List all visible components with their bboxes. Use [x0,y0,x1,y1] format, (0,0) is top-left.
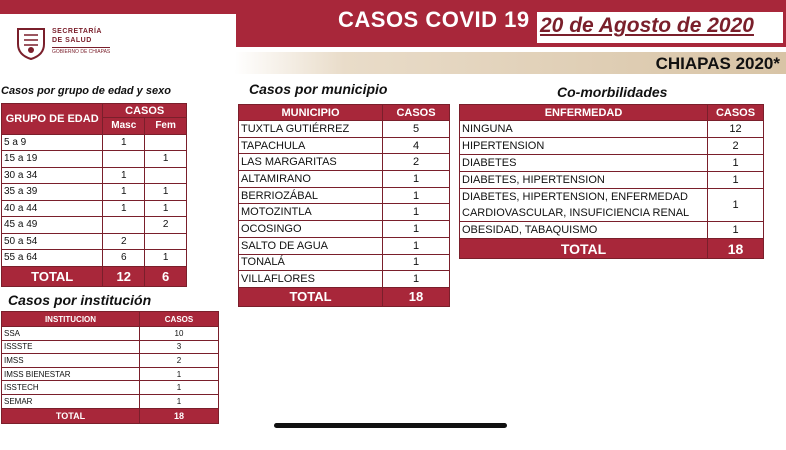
secretaria-logo [0,14,236,70]
row-value-male [103,217,145,234]
row-value-cases: 1 [140,394,219,408]
municipio-table-body [239,121,450,288]
muni-total-value: 18 [383,287,450,306]
row-value-cases: 5 [383,121,450,138]
row-value-cases: 10 [140,327,219,341]
page-title: CASOS COVID 19 [338,7,530,32]
row-label: 40 a 44 [2,200,103,217]
col-header-municipio: MUNICIPIO [239,105,383,121]
logo-text-line2: DE SALUD [52,37,92,44]
row-label: OCOSINGO [239,221,383,238]
row-label: SALTO DE AGUA [239,237,383,254]
row-label: SEMAR [2,394,140,408]
table-row [239,221,450,238]
table-row [239,171,450,188]
report-date: 20 de Agosto de 2020 [540,14,754,37]
row-value-female: 1 [145,200,187,217]
row-label: 45 a 49 [2,217,103,234]
row-value-cases: 1 [708,172,764,189]
col-header-muni-cases: CASOS [383,105,450,121]
row-value-cases: 1 [140,381,219,395]
institution-table [1,311,219,424]
row-label: 50 a 54 [2,233,103,250]
row-value-male [103,151,145,168]
row-label: TONALÁ [239,254,383,271]
row-value-cases: 2 [708,138,764,155]
muni-section-title: Casos por municipio [249,81,388,97]
row-value-male: 1 [103,134,145,151]
age-sex-table [1,103,187,287]
comor-total-row [460,239,764,259]
table-row [2,354,219,368]
row-value-female [145,134,187,151]
row-value-cases: 1 [708,155,764,172]
row-label: 35 a 39 [2,184,103,201]
row-label: ISSTECH [2,381,140,395]
age-total-male: 12 [103,266,145,286]
row-value-female: 2 [145,217,187,234]
comor-total-label: TOTAL [460,239,708,259]
age-total-label: TOTAL [2,266,103,286]
table-row [2,151,187,168]
col-header-comor-cases: CASOS [708,105,764,121]
row-value-female [145,233,187,250]
row-label: TAPACHULA [239,137,383,154]
row-value-female: 1 [145,184,187,201]
row-value-cases: 4 [383,137,450,154]
row-value-cases: 2 [383,154,450,171]
age-table-body [2,134,187,266]
table-row [2,134,187,151]
table-row [2,394,219,408]
row-value-male: 6 [103,250,145,267]
table-row [239,237,450,254]
logo-text-line3: GOBIERNO DE CHIAPAS [52,49,111,55]
muni-total-label: TOTAL [239,287,383,306]
inst-total-label: TOTAL [2,408,140,423]
row-value-cases: 1 [140,367,219,381]
row-label: 55 a 64 [2,250,103,267]
comorbidity-table-body [460,121,764,239]
inst-total-value: 18 [140,408,219,423]
state-label: CHIAPAS 2020* [655,54,780,73]
row-value-female [145,167,187,184]
row-value-cases: 1 [383,171,450,188]
table-row [460,222,764,239]
coat-of-arms-icon [16,26,46,60]
row-label: LAS MARGARITAS [239,154,383,171]
table-row [2,200,187,217]
row-value-cases: 1 [383,237,450,254]
row-label: NINGUNA [460,121,708,138]
table-row [2,367,219,381]
table-row [2,250,187,267]
col-header-institucion: INSTITUCION [2,312,140,327]
table-row [239,154,450,171]
row-value-cases: 1 [383,271,450,288]
table-row [2,327,219,341]
municipio-table [238,104,450,307]
row-value-cases: 1 [708,222,764,239]
row-value-male: 1 [103,200,145,217]
table-row [239,137,450,154]
table-row [2,340,219,354]
table-row [239,204,450,221]
row-label: 15 a 19 [2,151,103,168]
row-label: IMSS [2,354,140,368]
table-row [460,172,764,189]
row-label: HIPERTENSION [460,138,708,155]
row-label: VILLAFLORES [239,271,383,288]
table-row [2,167,187,184]
row-label: OBESIDAD, TABAQUISMO [460,222,708,239]
col-header-female: Fem [145,118,187,135]
row-value-male: 1 [103,184,145,201]
table-row [2,233,187,250]
row-label: 5 a 9 [2,134,103,151]
col-header-enfermedad: ENFERMEDAD [460,105,708,121]
row-value-cases: 1 [383,221,450,238]
table-row [460,155,764,172]
row-label: SSA [2,327,140,341]
row-label: DIABETES [460,155,708,172]
row-label: ALTAMIRANO [239,171,383,188]
row-label: DIABETES, HIPERTENSION, ENFERMEDAD CARDIOVASCULAR, INSUFICIENCIA RENAL [460,189,708,222]
row-label: DIABETES, HIPERTENSION [460,172,708,189]
row-value-cases: 1 [383,254,450,271]
table-row [460,189,764,222]
table-row [239,271,450,288]
inst-section-title: Casos por institución [8,292,152,308]
row-value-cases: 2 [140,354,219,368]
col-header-age-group: GRUPO DE EDAD [2,104,103,135]
row-value-male: 1 [103,167,145,184]
row-label: ISSSTE [2,340,140,354]
table-row [2,184,187,201]
muni-total-row [239,287,450,306]
col-header-inst-cases: CASOS [140,312,219,327]
comorbidity-table [459,104,764,259]
table-row [239,187,450,204]
row-value-female: 1 [145,250,187,267]
table-row [239,254,450,271]
table-row [239,121,450,138]
table-row [2,217,187,234]
logo-text-line1: SECRETARÍA [52,28,102,35]
row-label: IMSS BIENESTAR [2,367,140,381]
row-value-cases: 1 [383,187,450,204]
inst-total-row [2,408,219,423]
col-header-cases: CASOS [103,104,187,118]
comor-total-value: 18 [708,239,764,259]
row-value-cases: 3 [140,340,219,354]
row-value-female: 1 [145,151,187,168]
row-label: BERRIOZÁBAL [239,187,383,204]
table-row [460,121,764,138]
row-value-male: 2 [103,233,145,250]
home-indicator[interactable] [274,423,507,428]
comor-section-title: Co-morbilidades [557,84,668,100]
row-value-cases: 1 [708,189,764,222]
col-header-male: Masc [103,118,145,135]
age-total-row [2,266,187,286]
row-value-cases: 1 [383,204,450,221]
age-total-female: 6 [145,266,187,286]
table-row [2,381,219,395]
row-value-cases: 12 [708,121,764,138]
institution-table-body [2,327,219,409]
row-label: MOTOZINTLA [239,204,383,221]
age-section-title: Casos por grupo de edad y sexo [1,85,171,97]
row-label: 30 a 34 [2,167,103,184]
table-row [460,138,764,155]
row-label: TUXTLA GUTIÉRREZ [239,121,383,138]
